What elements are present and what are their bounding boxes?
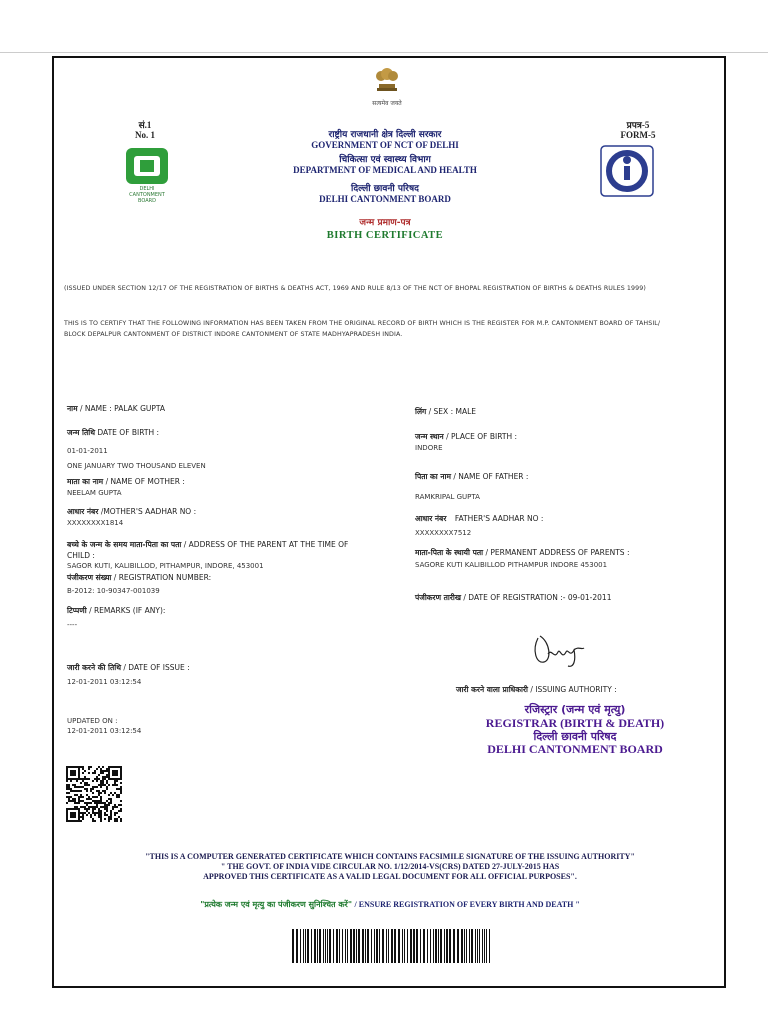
mother-name-field: [67, 477, 185, 487]
qr-code: [66, 766, 122, 822]
registration-label: / REGISTRATION NUMBER:: [113, 573, 212, 582]
authority-label-hindi: जारी करने वाला प्राधिकारी: [456, 685, 528, 694]
mother-aadhar-label-hindi: आधार नंबर: [67, 507, 99, 516]
registration-number-value: B-2012: 10-90347-001039: [67, 587, 160, 595]
footer-note-1: "THIS IS A COMPUTER GENERATED CERTIFICATE WHICH CONTAINS FACSIMILE SIGNATURE OF THE ISSUING AUTHORITY": [145, 852, 635, 861]
registration-label-hindi: पंजीकरण संख्या: [67, 573, 112, 582]
footer-note-2: " THE GOVT. OF INDIA VIDE CIRCULAR NO. 1/12/2014-VS(CRS) DATED 27-JULY-2015 HAS: [220, 862, 560, 871]
stamp-line-2: DELHI CANTONMENT BOARD: [487, 742, 663, 756]
issue-date-value: 12-01-2011 03:12:54: [67, 678, 142, 686]
permanent-address-value: SAGORE KUTI KALIBILLOD PITHAMPUR INDORE 453001: [415, 561, 608, 569]
signature-image: [530, 630, 590, 670]
stamp-line-hindi-2: दिल्ली छावनी परिषद: [533, 730, 617, 743]
reg-date-label-hindi: पंजीकरण तारीख: [415, 593, 461, 602]
remarks-value: ----: [67, 621, 78, 629]
address-value: SAGOR KUTI, KALIBILLOD, PITHAMPUR, INDORE, 453001: [67, 562, 264, 570]
registration-logo: [600, 145, 654, 197]
gov-title: GOVERNMENT OF NCT OF DELHI: [311, 140, 459, 150]
stamp-line-hindi-1: रजिस्ट्रार (जन्म एवं मृत्यु): [524, 703, 626, 716]
issuing-authority-field: [456, 685, 617, 695]
name-label-hindi: नाम: [67, 404, 78, 413]
issued-under-text: (ISSUED UNDER SECTION 12/17 OF THE REGISTRATION OF BIRTHS & DEATHS ACT, 1969 AND RULE 8/13 OF THE NCT OF BHOPAL REGISTRATION OF BIRTHS & DEATHS RULES 1999): [64, 285, 646, 292]
logo-caption: [120, 186, 174, 204]
father-label-hindi: पिता का नाम: [415, 472, 451, 481]
updated-on-value: 12-01-2011 03:12:54: [67, 727, 142, 735]
address-field: [67, 540, 397, 550]
sex-field: [415, 407, 476, 417]
mother-aadhar-label: /MOTHER'S AADHAR NO :: [100, 507, 197, 516]
sex-value: MALE: [455, 407, 477, 416]
updated-on-label: UPDATED ON :: [67, 717, 118, 725]
dept-title-hindi: चिकित्सा एवं स्वास्थ्य विभाग: [339, 155, 431, 165]
serial-number: No. 1: [135, 130, 155, 140]
address-label-hindi: बच्चे के जन्म के समय माता-पिता का पता: [67, 540, 182, 549]
father-aadhar-field: [415, 514, 543, 524]
footer-slogan: [60, 899, 720, 910]
permanent-address-field: [415, 548, 629, 558]
mother-aadhar-field: [67, 507, 196, 517]
registration-number-field: [67, 573, 211, 583]
slogan-hindi: "प्रत्येक जन्म एवं मृत्यु का पंजीकरण सुनिश्चित करें": [200, 900, 352, 909]
father-name-value: RAMKRIPAL GUPTA: [415, 493, 480, 501]
father-aadhar-label: FATHER'S AADHAR NO :: [454, 514, 544, 523]
remarks-label: / REMARKS (IF ANY):: [89, 606, 166, 615]
place-of-birth-value: INDORE: [415, 444, 443, 452]
dob-value: 01-01-2011: [67, 447, 108, 455]
logo-caption-line1: DELHI: [139, 186, 155, 192]
address-label: / ADDRESS OF THE PARENT AT THE TIME OF: [183, 540, 349, 549]
mother-label: / NAME OF MOTHER :: [105, 477, 185, 486]
issue-date-label: / DATE OF ISSUE :: [123, 663, 190, 672]
remarks-field: [67, 606, 165, 616]
registration-date-field: [415, 593, 611, 603]
dob-words: ONE JANUARY TWO THOUSAND ELEVEN: [67, 462, 206, 470]
dob-label: DATE OF BIRTH :: [97, 428, 160, 437]
dept-title: DEPARTMENT OF MEDICAL AND HEALTH: [293, 165, 477, 175]
logo-caption-line3: BOARD: [138, 198, 156, 204]
board-title-hindi: दिल्ली छावनी परिषद: [351, 184, 419, 194]
stamp-line-1: REGISTRAR (BIRTH & DEATH): [485, 716, 665, 730]
pob-label: / PLACE OF BIRTH :: [446, 432, 518, 441]
sex-label-hindi: लिंग: [415, 407, 427, 416]
place-of-birth-field: [415, 432, 517, 442]
name-label: / NAME :: [79, 404, 112, 413]
serial-number-hindi: सं.1: [138, 120, 152, 130]
form-number: FORM-5: [620, 130, 656, 140]
authority-label: / ISSUING AUTHORITY :: [530, 685, 617, 694]
issue-date-field: [67, 663, 190, 673]
national-emblem-icon: [370, 64, 404, 98]
father-aadhar-label-hindi: आधार नंबर: [415, 514, 447, 523]
issue-date-label-hindi: जारी करने की तिथि: [67, 663, 121, 672]
board-title: DELHI CANTONMENT BOARD: [319, 194, 451, 204]
mother-label-hindi: माता का नाम: [67, 477, 104, 486]
father-label: / NAME OF FATHER :: [453, 472, 529, 481]
slogan-english: / ENSURE REGISTRATION OF EVERY BIRTH AND DEATH ": [354, 900, 580, 909]
name-value: PALAK GUPTA: [114, 404, 166, 413]
logo-caption-line2: CANTONMENT: [129, 192, 165, 198]
certificate-title-hindi: जन्म प्रमाण-पत्र: [359, 218, 411, 228]
name-field: [67, 404, 165, 414]
father-aadhar-value: XXXXXXXX7512: [415, 529, 472, 537]
pob-label-hindi: जन्म स्थान: [415, 432, 444, 441]
gov-title-hindi: राष्ट्रीय राजधानी क्षेत्र दिल्ली सरकार: [328, 130, 442, 140]
certify-text-line2: BLOCK DEPALPUR CANTONMENT OF DISTRICT INDORE CANTONMENT OF STATE MADHYAPRADESH INDIA.: [64, 331, 403, 338]
remarks-label-hindi: टिप्पणी: [67, 606, 87, 615]
top-divider: [0, 52, 768, 53]
father-name-field: [415, 472, 528, 482]
certificate-title: BIRTH CERTIFICATE: [326, 230, 444, 241]
address-label-cont: CHILD :: [67, 551, 95, 560]
mother-name-value: NEELAM GUPTA: [67, 489, 122, 497]
dob-label-hindi: जन्म तिथि: [67, 428, 95, 437]
barcode: [292, 929, 492, 963]
emblem-motto: सत्यमेव जयते: [372, 100, 402, 107]
dob-field: [67, 428, 159, 438]
certify-text-line1: THIS IS TO CERTIFY THAT THE FOLLOWING INFORMATION HAS BEEN TAKEN FROM THE ORIGINAL RECORD OF BIRTH WHICH IS THE REGISTER FOR M.P. CANTONMENT BOARD OF TAHSIL/: [64, 320, 661, 327]
reg-date-label: / DATE OF REGISTRATION :- 09-01-2011: [463, 593, 612, 602]
footer-note-3: APPROVED THIS CERTIFICATE AS A VALID LEGAL DOCUMENT FOR ALL OFFICIAL PURPOSES".: [203, 872, 577, 881]
perm-address-label-hindi: माता-पिता के स्थायी पता: [415, 548, 484, 557]
form-number-hindi: प्रपत्र-5: [626, 120, 650, 130]
perm-address-label: / PERMANENT ADDRESS OF PARENTS :: [485, 548, 630, 557]
sex-label: / SEX :: [428, 407, 454, 416]
mother-aadhar-value: XXXXXXXX1814: [67, 519, 124, 527]
